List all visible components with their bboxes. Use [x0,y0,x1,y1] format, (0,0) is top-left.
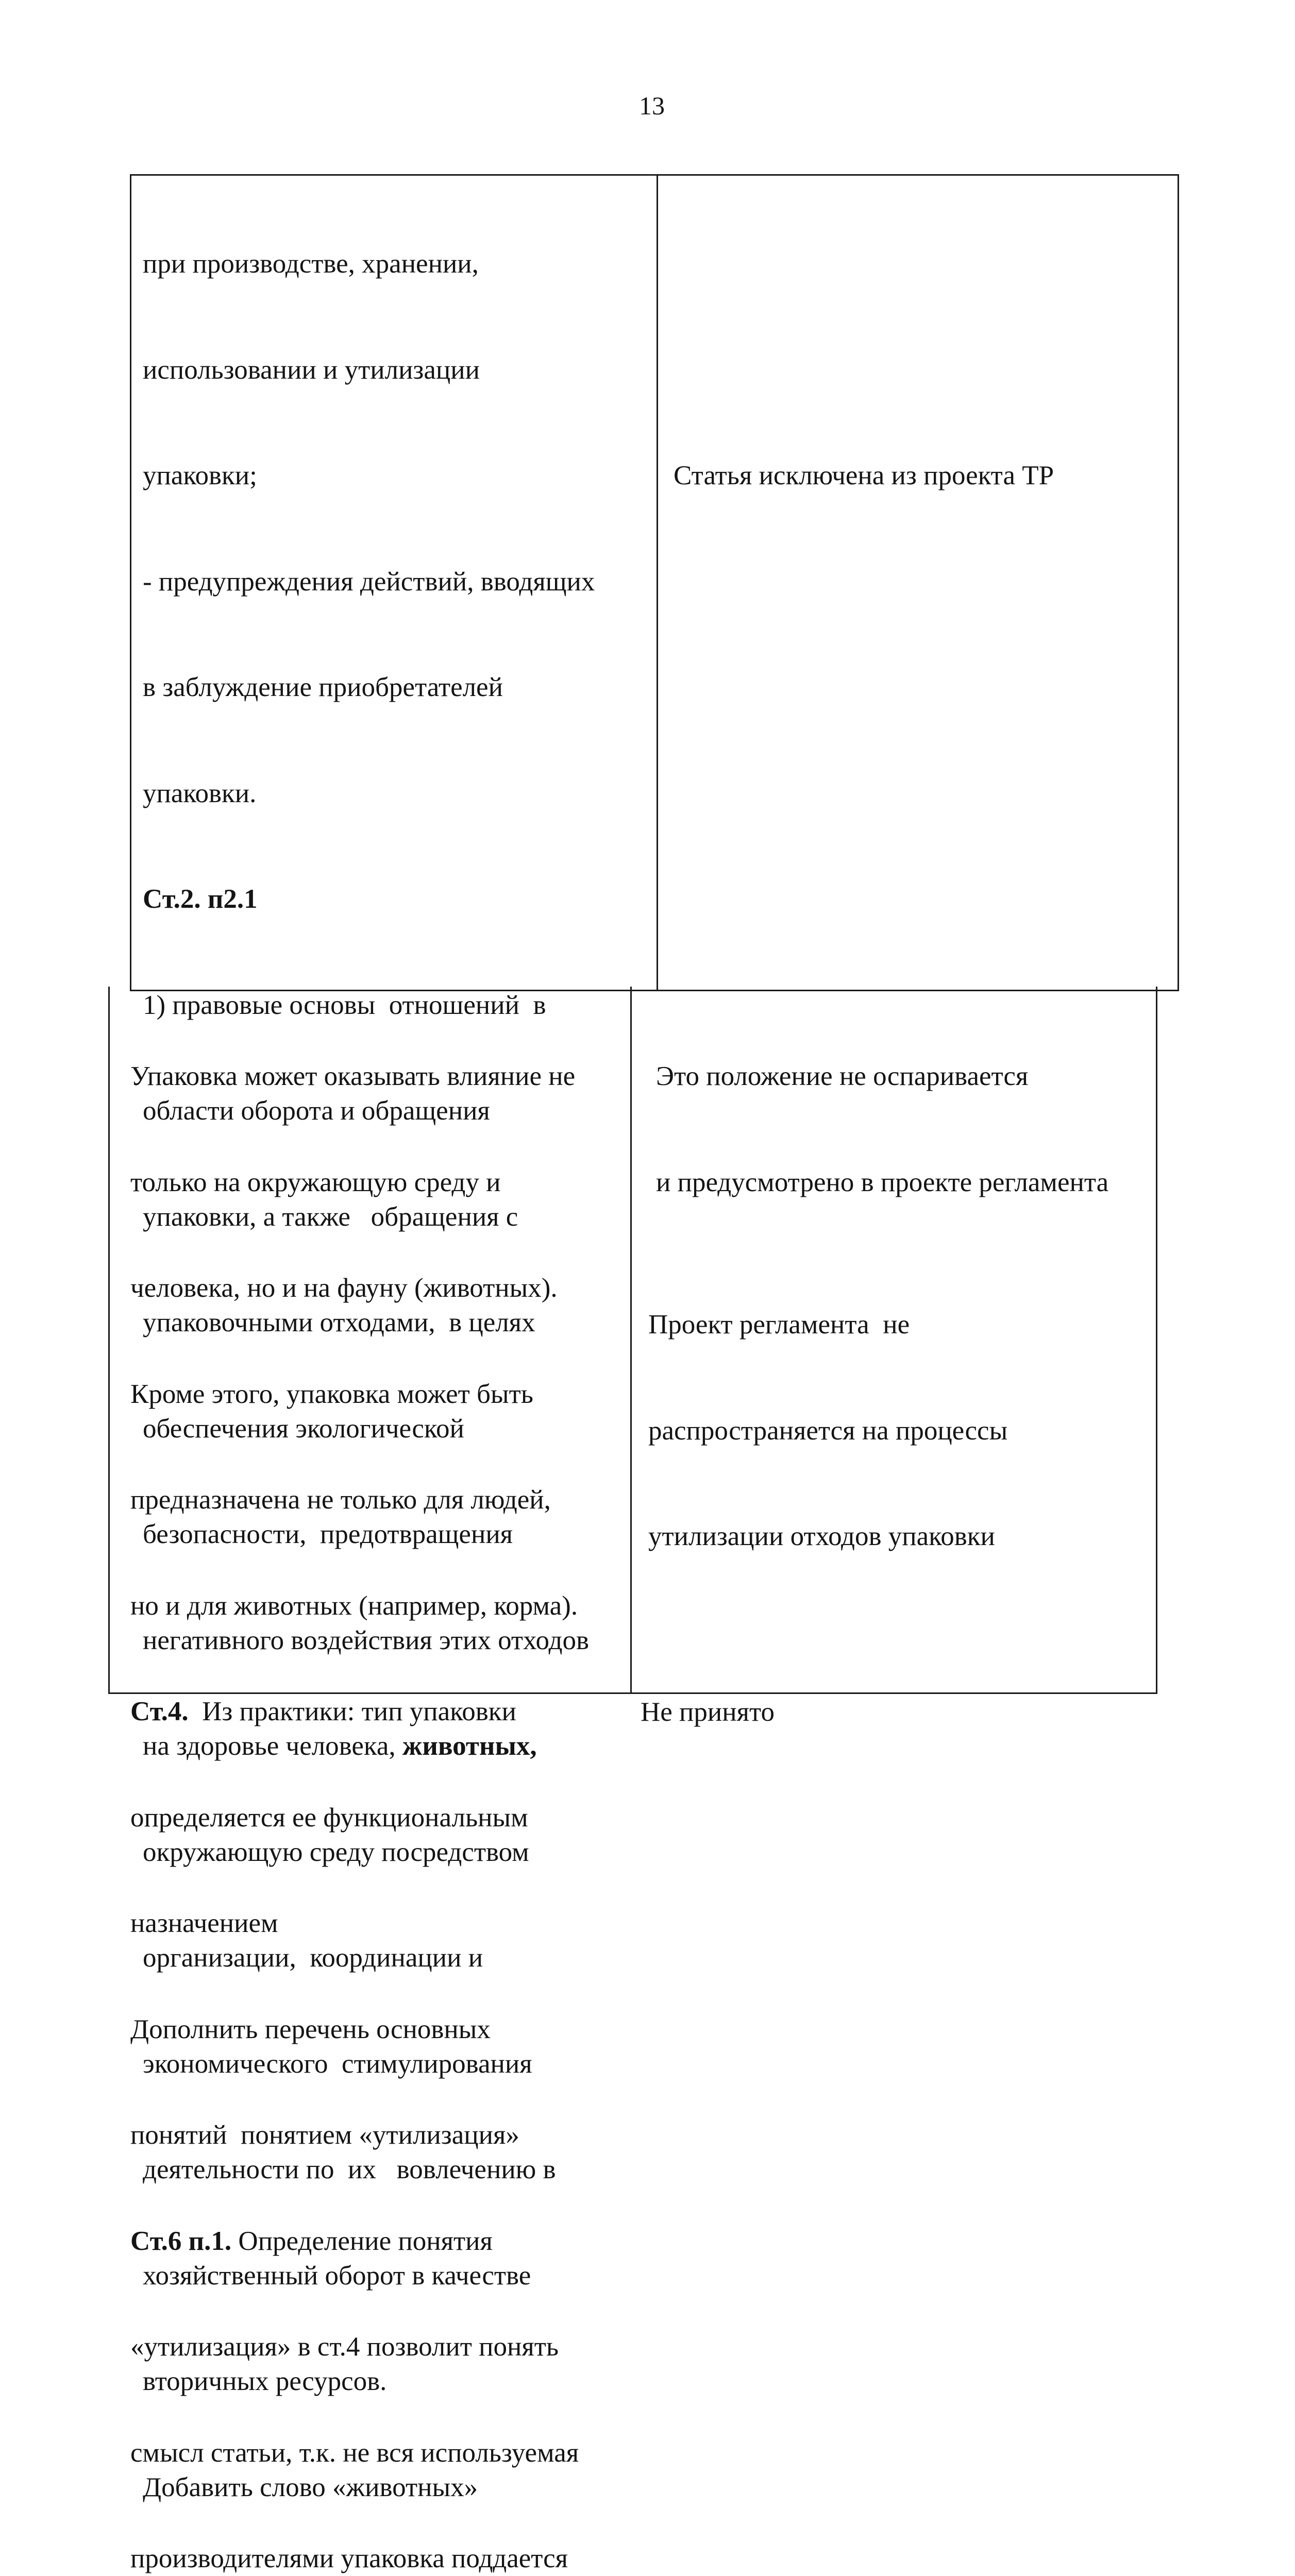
text-fragment: Определение понятия [231,2226,493,2256]
text-line: упаковки, а также обращения с [143,1201,518,1232]
text-line: человека, но и на фауну (животных). [130,1273,558,1303]
page-number: 13 [639,91,665,120]
text-line: упаковки. [143,778,257,808]
text-line: упаковки; [143,461,257,490]
text-line: окружающую среду посредством [143,1837,529,1867]
text-line: вторичных ресурсов. [143,2366,387,2396]
response-line: Это положение не оспаривается [656,1061,1029,1091]
right-column-response-2 [648,1236,1007,1625]
response-line: утилизации отходов упаковки [648,1521,995,1551]
column-divider [657,176,658,990]
text-line-mixed [130,1694,583,1730]
article-heading: Ст.2. п2.1 [143,884,258,914]
right-column-response-3 [641,1624,775,1801]
text-line-mixed [130,2224,583,2259]
text-line: только на окружающую среду и [130,1167,501,1197]
column-divider [630,987,632,1692]
text-line: производителями упаковка поддается [130,2544,568,2573]
text-line: области оборота и обращения [143,1096,490,1126]
response-line: Проект регламента не [648,1310,910,1340]
text-line: использовании и утилизации [143,354,480,385]
text-line: понятий понятием «утилизация» [130,2120,519,2150]
text-line: «утилизация» в ст.4 позволит понять [130,2332,559,2362]
text-line: деятельности по их вовлечению в [143,2155,556,2184]
text-line: смысл статьи, т.к. не вся используемая [130,2437,579,2468]
text-line: хозяйственный оборот в качестве [143,2260,531,2291]
text-line: Упаковка может оказывать влияние не [130,1061,576,1091]
text-fragment: Из практики: тип упаковки [188,1697,516,1726]
text-fragment: на здоровье человека, [143,1731,402,1761]
text-line: - предупреждения действий, вводящих [143,566,595,597]
text-line: Добавить слово «животных» [143,2472,478,2502]
text-line: определяется ее функциональным [130,1802,528,1833]
text-line: в заблуждение приобретателей [143,672,503,702]
text-line: при производстве, хранении, [143,249,479,279]
right-column-text [674,387,1054,564]
text-line: организации, координации и [143,1943,483,1973]
response-line: Не принято [641,1697,775,1727]
text-line: негативного воздействия этих отходов [143,1625,589,1655]
text-line: назначением [130,1908,278,1938]
bold-word: животных, [402,1731,537,1761]
text-line: но и для животных (например, корма). [130,1590,578,1621]
text-line: обеспечения экологической [143,1413,464,1444]
text-line: безопасности, предотвращения [143,1519,513,1549]
text-line: 1) правовые основы отношений в [143,990,546,1020]
text-line: Дополнить перечень основных [130,2014,491,2044]
text-line: экономического стимулирования [143,2048,532,2079]
article-heading: Ст.6 п.1. [130,2226,232,2256]
response-line: и предусмотрено в проекте регламента [656,1167,1109,1197]
left-column-text [130,988,583,2576]
article-heading: Ст.4. [130,1697,189,1726]
text-line: упаковочными отходами, в целях [143,1308,535,1337]
response-line: распространяется на процессы [648,1415,1008,1446]
right-column-response-1 [656,988,1108,1270]
response-text: Статья исключена из проекта ТР [674,461,1054,490]
text-line: предназначена не только для людей, [130,1485,551,1515]
text-line: Кроме этого, упаковка может быть [130,1379,533,1409]
